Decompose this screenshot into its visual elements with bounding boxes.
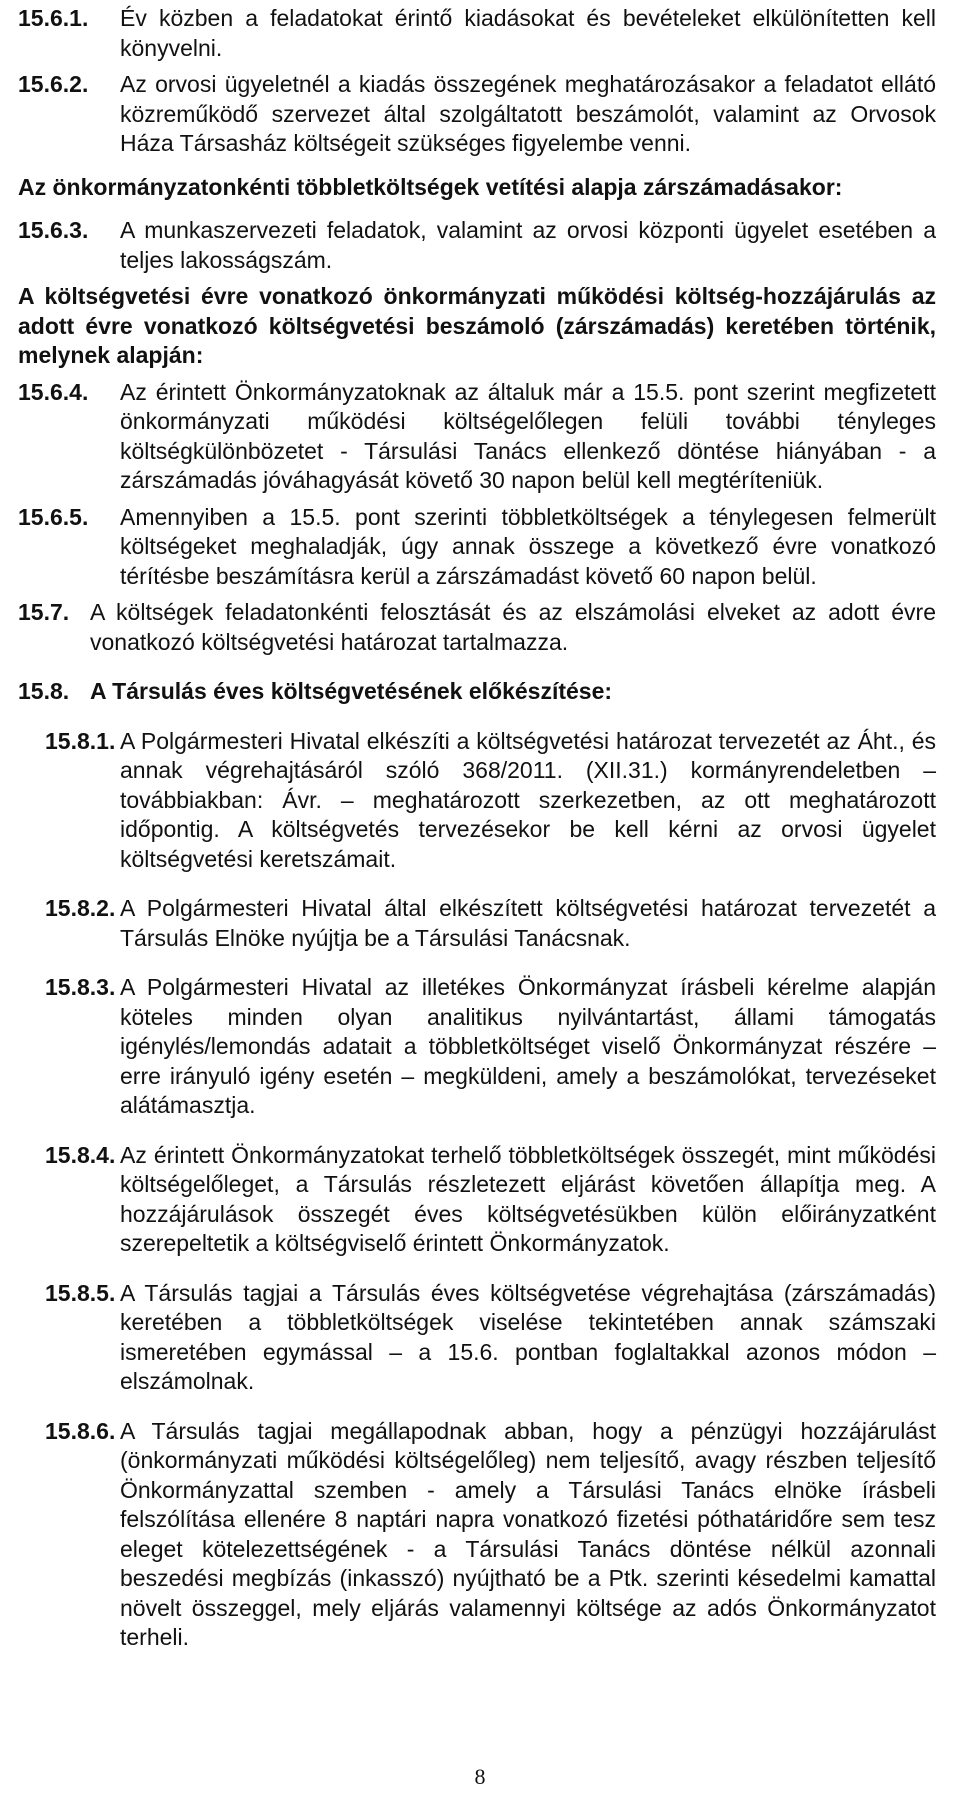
clause-15-8-6: [45, 1417, 936, 1653]
clause-text: Az orvosi ügyeletnél a kiadás összegének meghatározásakor a feladatot ellátó közreműködő szervezet által szolgáltatott beszámolót, valamint az Orvosok Háza Társasház költségeit szükséges figyelembe venni.: [120, 71, 936, 156]
clause-number: 15.6.2.: [18, 71, 89, 97]
clause-number: 15.8.6.: [45, 1417, 116, 1444]
clause-number: 15.8.: [18, 678, 70, 704]
page-number: 8: [474, 1764, 486, 1789]
clause-number: 15.7.: [18, 599, 70, 625]
clause-number: 15.6.4.: [18, 378, 89, 405]
clause-15-8-4: [45, 1141, 936, 1259]
clause-15-8-3: [45, 973, 936, 1121]
clause-text: Amennyiben a 15.5. pont szerinti többletköltségek a ténylegesen felmerült költségeket meghaladják, úgy annak összege a következő évre vonatkozó térítésbe beszámításra kerül a zárszámadást követő 60 napon belül.: [120, 503, 936, 589]
clause-number: 15.8.3.: [45, 974, 116, 1000]
clause-text: A Társulás tagjai megállapodnak abban, hogy a pénzügyi hozzájárulást (önkormányzati működési költségelőleg) nem teljesítő, avagy részben teljesítő Önkormányzattal szemben - amely a Társulási Tanács elnöke írásbeli felszólítása ellenére 8 naptári napra vonatkozó fizetési póthatáridőre sem tesz eleget kötelezettségének - a Társulási Tanács döntése nélkül azonnali beszedési megbízás (inkasszó) nyújtható be a Ptk. szerinti késedelmi kamattal növelt összeggel, mely eljárás valamennyi költsége az adós Önkormányzatot terheli.: [120, 1417, 936, 1650]
clause-text: A Polgármesteri Hivatal elkészíti a költségvetési határozat tervezetét az Áht., és annak végrehajtásáról szóló 368/2011. (XII.31.) kormányrendeletben – továbbiakban: Ávr. – meghatározott szerkezetben, az ott meghatározott időpontig. A költségvetés tervezésekor be kell kérni az orvosi ügyelet költségvetési keretszámait.: [120, 727, 936, 872]
clause-number: 15.8.2.: [45, 895, 116, 921]
clause-number: 15.8.5.: [45, 1279, 116, 1306]
clause-number: 15.6.1.: [18, 5, 89, 31]
clause-text: A Polgármesteri Hivatal által elkészített költségvetési határozat tervezetét a Társulás Elnöke nyújtja be a Társulási Tanácsnak.: [120, 895, 936, 951]
clause-text: Év közben a feladatokat érintő kiadásokat és bevételeket elkülönítetten kell könyvelni.: [120, 5, 936, 61]
section-heading-koltseg-hozzajarulas: A költségvetési évre vonatkozó önkormányzati működési költség-hozzájárulás az adott évre vonatkozó költségvetési beszámoló (zárszámadás) keretében történik, melynek alapján:: [18, 283, 936, 368]
clause-number: 15.8.4.: [45, 1141, 116, 1168]
clause-15-7: [18, 598, 936, 657]
section-heading-vetitesi-alap: Az önkormányzatonkénti többletköltségek vetítési alapja zárszámadásakor:: [18, 173, 843, 200]
clause-15-6-4: [18, 378, 936, 496]
clause-15-6-2: [18, 70, 936, 159]
clause-text: Az érintett Önkormányzatoknak az általuk már a 15.5. pont szerint megfizetett önkormányzati működési költségelőlegen felüli további tényleges költségkülönbözetet - Társulási Tanács ellenkező döntése hiányában - a zárszámadás jóváhagyását követő 30 napon belül kell megtéríteniük.: [120, 378, 936, 493]
clause-15-6-3: [18, 216, 936, 275]
clause-15-8-5: [45, 1279, 936, 1397]
clause-15-8-2: [45, 894, 936, 953]
clause-number: 15.8.1.: [45, 727, 116, 754]
clause-text: A Társulás tagjai a Társulás éves költségvetése végrehajtása (zárszámadás) keretében a többletköltségek viselése tekintetében annak számszaki ismeretében egymással – a 15.6. pontban foglaltakkal azonos módon – elszámolnak.: [120, 1279, 936, 1394]
clause-15-8: [18, 677, 936, 707]
clause-number: 15.6.5.: [18, 503, 89, 530]
clause-15-8-1: [45, 727, 936, 875]
clause-text: A költségek feladatonkénti felosztását és az elszámolási elveket az adott évre vonatkozó költségvetési határozat tartalmazza.: [90, 599, 936, 655]
clause-15-6-1: [18, 4, 936, 63]
clause-text: Az érintett Önkormányzatokat terhelő többletköltségek összegét, mint működési költségelőleget, a Társulás részletezett eljárást követően állapítja meg. A hozzájárulások összegét éves költségvetésükben külön előirányzatként szerepeltetik a költségviselő érintett Önkormányzatok.: [120, 1141, 936, 1256]
clause-number: 15.6.3.: [18, 217, 89, 243]
clause-15-6-5: [18, 503, 936, 592]
clause-text: A Polgármesteri Hivatal az illetékes Önkormányzat írásbeli kérelme alapján köteles minden olyan analitikus nyilvántartást, állami támogatás igénylés/lemondás adatait a többletköltséget viselő Önkormányzat részére – erre irányuló igény esetén – megküldeni, amely a beszámolókat, tervezéseket alátámasztja.: [120, 974, 936, 1118]
clause-text: A munkaszervezeti feladatok, valamint az orvosi központi ügyelet esetében a teljes lakosságszám.: [120, 217, 936, 273]
section-title: A Társulás éves költségvetésének előkészítése:: [90, 678, 613, 704]
